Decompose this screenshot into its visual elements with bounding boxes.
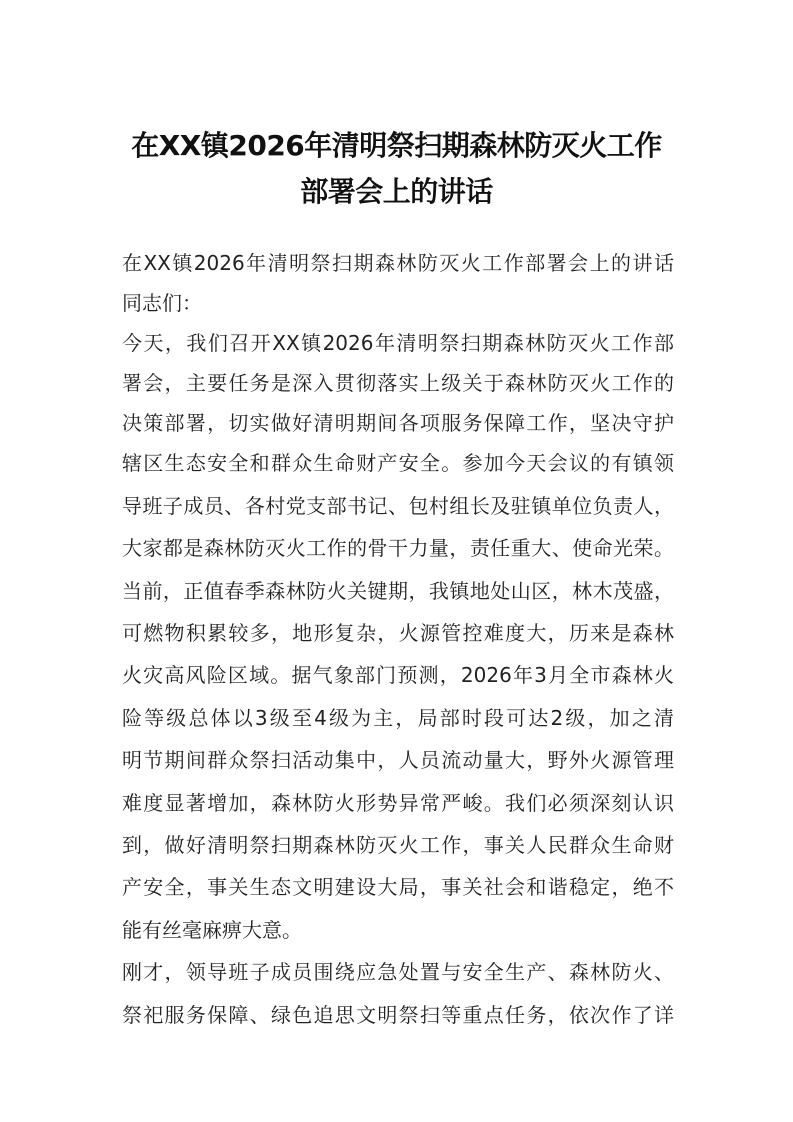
body-line: 产安全，事关生态文明建设大局，事关社会和谐稳定，绝不 [122,875,674,899]
body-line: 险等级总体以3级至4级为主，局部时段可达2级，加之清 [122,706,674,730]
body-line: 刚才，领导班子成员围绕应急处置与安全生产、森林防火、 [122,960,674,984]
body-line: 署会，主要任务是深入贯彻落实上级关于森林防灭火工作的 [122,371,674,395]
body-line: 祭祀服务保障、绿色追思文明祭扫等重点任务，依次作了详 [122,1003,674,1027]
body-line: 同志们： [122,291,202,315]
body-line: 火灾高风险区域。据气象部门预测，2026年3月全市森林火 [122,663,674,687]
document-title-line-1: 在XX镇2026年清明祭扫期森林防灭火工作 [131,129,662,162]
body-line: 明节期间群众祭扫活动集中，人员流动量大，野外火源管理 [122,748,674,772]
body-line: 可燃物积累较多，地形复杂，火源管控难度大，历来是森林 [122,621,674,645]
body-line: 大家都是森林防灭火工作的骨干力量，责任重大、使命光荣。 [122,536,674,560]
body-line: 辖区生态安全和群众生命财产安全。参加今天会议的有镇领 [122,451,674,475]
body-line: 决策部署，切实做好清明期间各项服务保障工作，坚决守护 [122,411,674,435]
body-line: 导班子成员、各村党支部书记、包村组长及驻镇单位负责人， [122,494,674,518]
body-line: 能有丝毫麻痹大意。 [122,918,302,942]
document-title-line-2: 部署会上的讲话 [300,175,493,208]
body-line: 今天，我们召开XX镇2026年清明祭扫期森林防灭火工作部 [122,331,674,355]
body-line: 难度显著增加，森林防火形势异常严峻。我们必须深刻认识 [122,791,674,815]
body-line: 当前，正值春季森林防火关键期，我镇地处山区，林木茂盛， [122,579,674,603]
body-line: 在XX镇2026年清明祭扫期森林防灭火工作部署会上的讲话 [122,251,674,275]
body-line: 到，做好清明祭扫期森林防灭火工作，事关人民群众生命财 [122,833,674,857]
